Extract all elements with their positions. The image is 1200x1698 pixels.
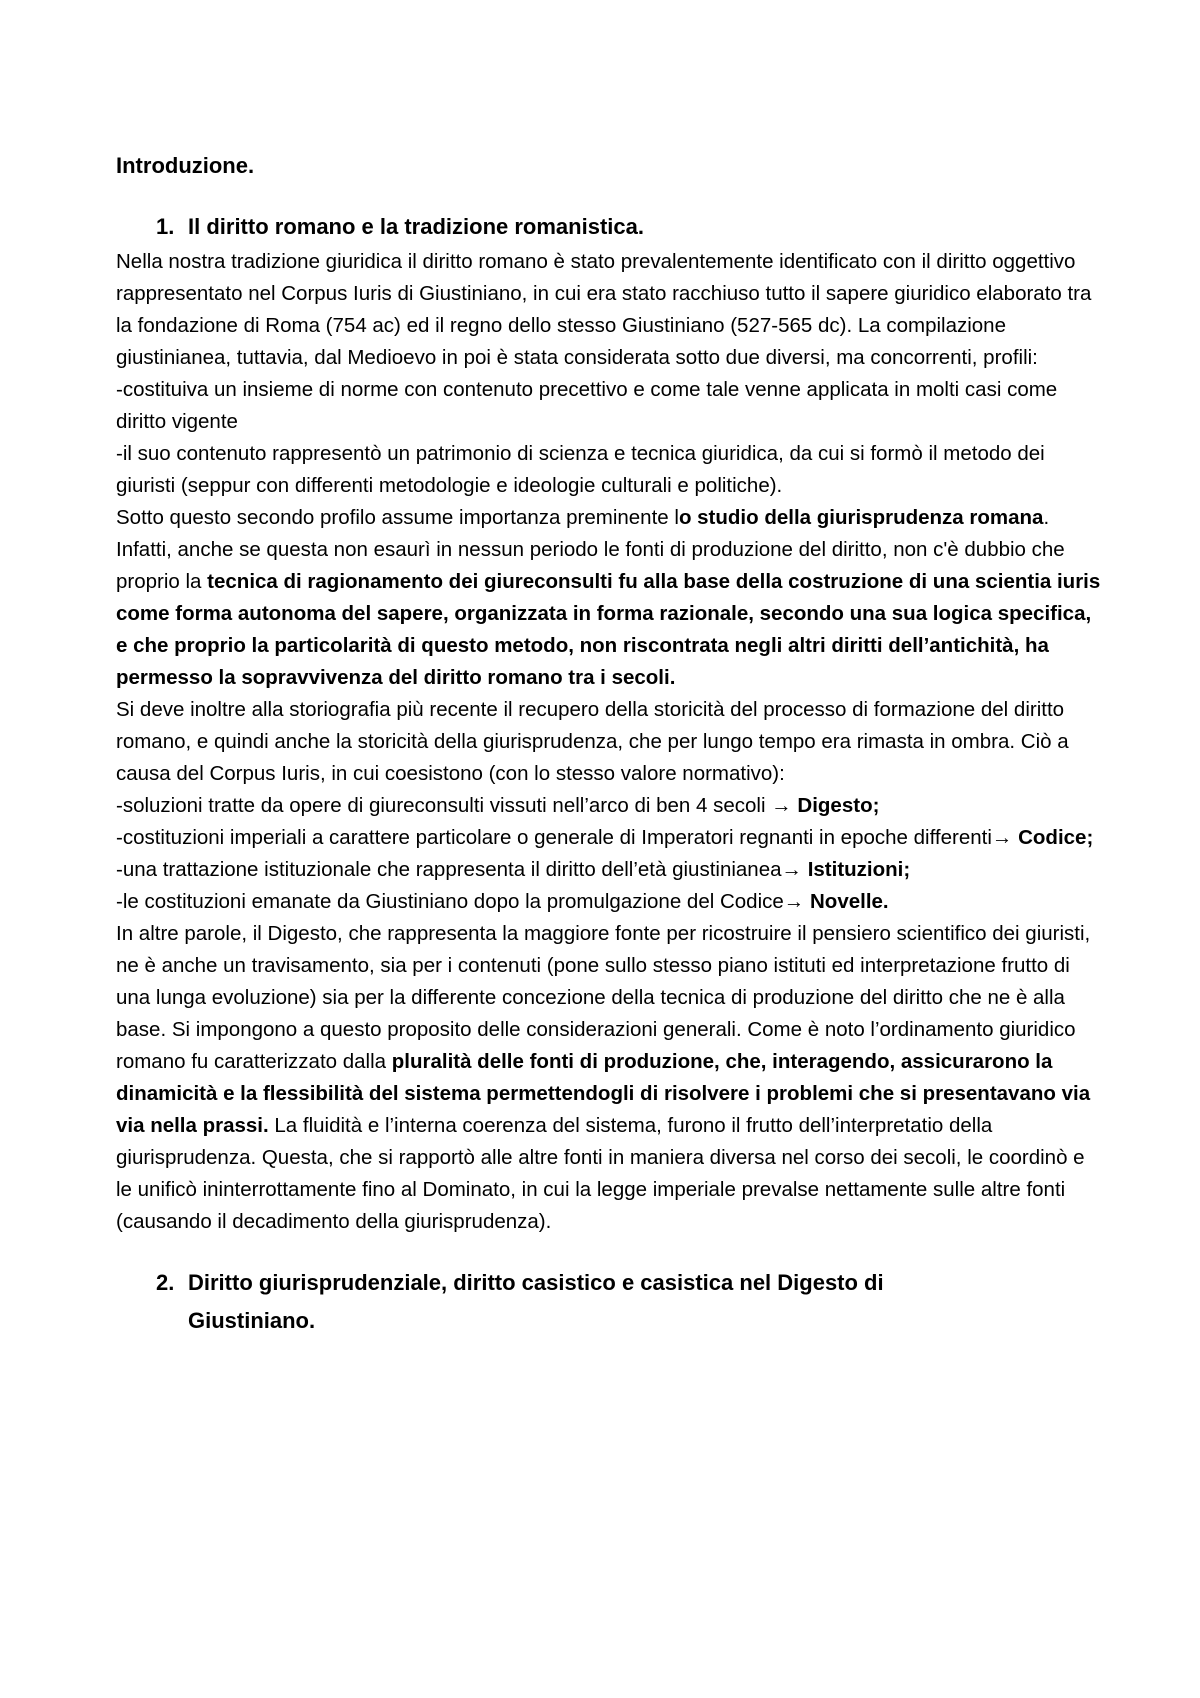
corpus-list-item bbox=[116, 790, 1106, 822]
right-arrow-icon: → bbox=[783, 890, 805, 913]
section-1-paragraph-4 bbox=[116, 918, 1106, 1238]
corpus-item-text: -costituzioni imperiali a carattere particolare o generale di Imperatori regnanti in epoche differenti bbox=[116, 826, 992, 849]
paragraph-2-bold-b: tecnica di ragionamento dei giureconsulti fu alla base della costruzione di una scientia iuris come forma autonoma del sapere, organizzata in forma razionale, secondo una sua logica specifica, e che proprio la particolarità di questo metodo, non riscontrata negli altri diritti dell’antichità, ha permesso la sopravvivenza del diritto romano tra i secoli. bbox=[116, 570, 1101, 689]
corpus-item-term: Novelle. bbox=[804, 890, 889, 913]
paragraph-2-text-a: Sotto questo secondo profilo assume importanza preminente l bbox=[116, 506, 679, 529]
paragraph-4-text-a: In altre parole, il Digesto, che rappresenta la maggiore fonte per ricostruire il pensiero scientifico dei giuristi, ne è anche un travisamento, sia per i contenuti (pone sullo stesso piano istituti ed interpretazione frutto di una lunga evoluzione) sia per la differente concezione della tecnica di produzione del diritto che ne è alla base. Si impongono a questo proposito delle considerazioni generali. Come è noto l’ordinamento giuridico romano fu caratterizzato dalla bbox=[116, 922, 1091, 1073]
paragraph-4-text-b: La fluidità e l’interna coerenza del sistema, furono il frutto dell’interpretatio della giurisprudenza. Questa, che si rapportò alle altre fonti in maniera diversa nel corso dei secoli, le coordinò e le unificò ininterrottamente fino al Dominato, in cui la legge imperiale prevalse nettamente sulle altre fonti (causando il decadimento della giurisprudenza). bbox=[116, 1114, 1085, 1233]
section-1-title: Il diritto romano e la tradizione romanistica. bbox=[188, 214, 644, 239]
paragraph-2-bold-a: o studio della giurisprudenza romana bbox=[678, 506, 1044, 529]
paragraph-4-bold: pluralità delle fonti di produzione, che, interagendo, assicurarono la dinamicità e la flessibilità del sistema permettendogli di risolvere i problemi che si presentavano via via nella prassi. bbox=[116, 1050, 1091, 1137]
section-1-heading bbox=[116, 208, 1106, 246]
section-2-heading bbox=[116, 1264, 1106, 1340]
corpus-item-term: Digesto; bbox=[791, 794, 880, 817]
corpus-item-term: Codice; bbox=[1012, 826, 1094, 849]
corpus-item-text: -una trattazione istituzionale che rappresenta il diritto dell’età giustinianea bbox=[116, 858, 782, 881]
corpus-list-item bbox=[116, 886, 1106, 918]
section-2-title: Diritto giurisprudenziale, diritto casistico e casistica nel Digesto di Giustiniano. bbox=[188, 1270, 884, 1333]
section-2-number: 2. bbox=[156, 1270, 175, 1295]
corpus-list-item bbox=[116, 854, 1106, 886]
right-arrow-icon: → bbox=[771, 794, 792, 817]
corpus-item-term: Istituzioni; bbox=[802, 858, 911, 881]
section-1-paragraph-1: Nella nostra tradizione giuridica il diritto romano è stato prevalentemente identificato con il diritto oggettivo rappresentato nel Corpus Iuris di Giustiniano, in cui era stato racchiuso tutto il sapere giuridico elaborato tra la fondazione di Roma (754 ac) ed il regno dello stesso Giustiniano (527-565 dc). La compilazione giustinianea, tuttavia, dal Medioevo in poi è stata considerata sotto due diversi, ma concorrenti, profili: bbox=[116, 250, 1092, 369]
right-arrow-icon: → bbox=[781, 858, 803, 881]
corpus-item-text: -le costituzioni emanate da Giustiniano dopo la promulgazione del Codice bbox=[116, 890, 784, 913]
introduction-title: Introduzione. bbox=[116, 153, 255, 178]
profile-bullet-2: -il suo contenuto rappresentò un patrimonio di scienza e tecnica giuridica, da cui si formò il metodo dei giuristi (seppur con differenti metodologie e ideologie culturali e politiche). bbox=[116, 442, 1045, 497]
corpus-item-text: -soluzioni tratte da opere di giureconsulti vissuti nell’arco di ben 4 secoli bbox=[116, 794, 772, 817]
section-1-paragraph-3: Si deve inoltre alla storiografia più recente il recupero della storicità del processo di formazione del diritto romano, e quindi anche la storicità della giurisprudenza, che per lungo tempo era rimasta in ombra. Ciò a causa del Corpus Iuris, in cui coesistono (con lo stesso valore normativo): bbox=[116, 698, 1069, 785]
corpus-list-item bbox=[116, 822, 1106, 854]
paragraph-2-text-b: . Infatti, anche se questa non esaurì in nessun periodo le fonti di produzione del diritto, non c'è dubbio che proprio la bbox=[116, 506, 1065, 593]
section-1-paragraph-2 bbox=[116, 502, 1106, 694]
profile-bullet-1: -costituiva un insieme di norme con contenuto precettivo e come tale venne applicata in molti casi come diritto vigente bbox=[116, 378, 1058, 433]
right-arrow-icon: → bbox=[991, 826, 1013, 849]
section-1-number: 1. bbox=[156, 214, 175, 239]
document-page bbox=[116, 150, 1106, 1340]
